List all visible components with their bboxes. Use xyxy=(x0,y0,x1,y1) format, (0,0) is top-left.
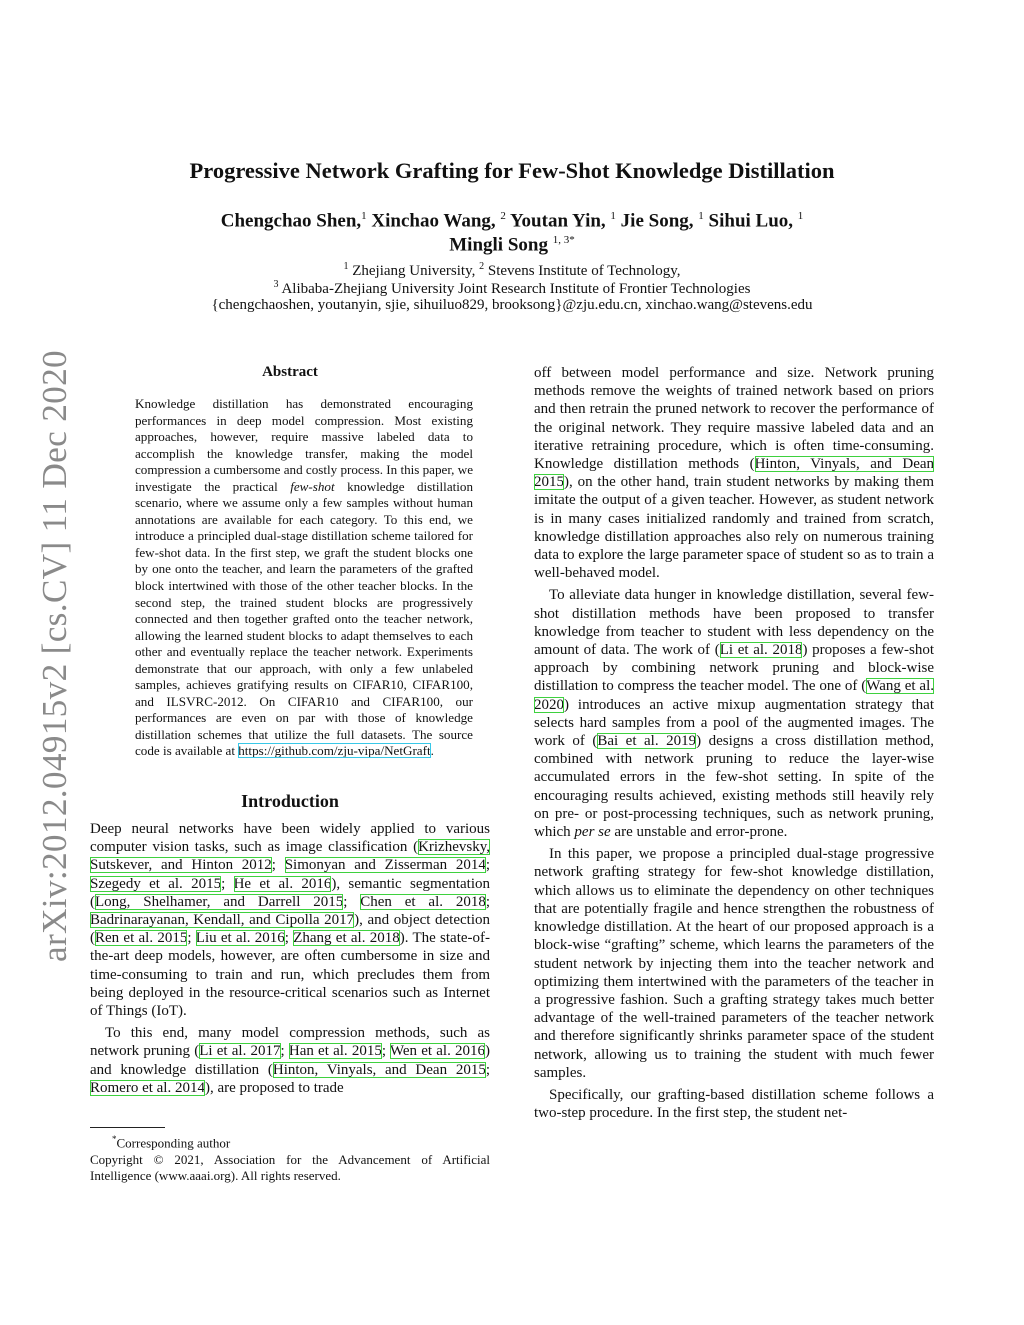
paragraph xyxy=(90,1024,490,1097)
footnote-mark: * xyxy=(112,1134,117,1144)
citation-link[interactable]: Bai et al. 2019 xyxy=(597,733,697,750)
text-emphasis: per se xyxy=(574,824,611,841)
paper-title: Progressive Network Grafting for Few-Shot Knowledge Distillation xyxy=(189,158,835,183)
citation-link[interactable]: Krizhevsky, Sutskever, and Hinton 2012 xyxy=(90,839,490,874)
affiliation: Zhejiang University, xyxy=(352,263,476,279)
text: Deep neural networks have been widely applied to various computer vision tasks, such as image classification ( xyxy=(90,821,490,856)
text: To alleviate data hunger in knowledge distillation, several few-shot distillation methods have been proposed to transfer knowledge from teacher to student with less dependency on the amount of data. The work of ( xyxy=(534,587,934,659)
arxiv-stamp-svg xyxy=(14,350,94,970)
citation-link[interactable]: Hinton, Vinyals, and Dean 2015 xyxy=(272,1061,486,1078)
text: ). The state-of-the-art deep models, however, are often cumbersome in size and time-consuming to train and run, which precludes them from being deployed in the resource-critical scenarios such as Internet of Things (IoT). xyxy=(90,930,490,1020)
text: ; xyxy=(271,857,285,874)
author-name: Chengchao Shen, xyxy=(220,210,362,232)
text: ), and object detection ( xyxy=(90,912,491,947)
text: are unstable and error-prone. xyxy=(610,824,788,841)
paragraph: Specifically, our grafting-based distillation scheme follows a two-step procedure. In the first step, the student net- xyxy=(534,1086,934,1122)
text: ; xyxy=(284,930,294,947)
text: ) and knowledge distillation ( xyxy=(90,1043,491,1078)
abstract-heading: Abstract xyxy=(262,364,318,380)
author-affil-mark: 1 xyxy=(610,210,616,222)
author-name: Jie Song, xyxy=(620,210,694,232)
text: ; xyxy=(381,1043,390,1060)
citation-link[interactable]: Szegedy et al. 2015 xyxy=(90,875,222,892)
copyright-notice: Copyright © 2021, Association for the Advancement of Artificial Intelligence (www.aaai.org). All rights reserved. xyxy=(90,1151,490,1184)
text: ; xyxy=(485,893,490,910)
right-column-body xyxy=(534,364,934,1122)
affil-mark: 2 xyxy=(479,261,485,272)
text: ) introduces an active mixup augmentation strategy that selects hard samples from a pool of the augmented images. The work of ( xyxy=(534,696,934,750)
footnote-rule xyxy=(90,1127,165,1128)
citation-link[interactable]: Han et al. 2015 xyxy=(288,1043,382,1060)
introduction-heading: Introduction xyxy=(241,791,339,811)
text: ), on the other hand, train student networks by making them imitate the output of a given teacher. However, as student network is in many cases initialized randomly and trained from scratch, knowledge distillation approaches also rely on numerous training data to explore the large parameter space of student so as to train a well-behaved model. xyxy=(534,474,934,582)
citation-link[interactable]: Long, Shelhamer, and Darrell 2015 xyxy=(95,893,344,910)
introduction-body xyxy=(90,820,490,1097)
paragraph xyxy=(534,586,934,841)
affiliation-line-2 xyxy=(0,279,1024,298)
author-emails: {chengchaoshen, youtanyin, sjie, sihuiluo829, brooksong}@zju.edu.cn, xinchao.wang@stevens.edu xyxy=(211,297,813,313)
citation-link[interactable]: Liu et al. 2016 xyxy=(195,930,285,947)
citation-link[interactable]: Li et al. 2018 xyxy=(719,642,803,659)
author-affil-mark: 1, 3* xyxy=(552,234,575,246)
paragraph: In this paper, we propose a principled dual-stage progressive network grafting strategy for few-shot knowledge distillation, which allows us to eliminate the dependency on other techniques that are potentially fragile and hence strengthen the robustness of knowledge distillation. At the heart of our proposed approach is a block-wise “grafting” scheme, which learns the parameters of the student network by injecting them into the teacher network and optimizing them intertwined with the parameters of the teacher in a progressive fashion. Such a grafting strategy takes much better advantage of the well-trained parameters of the teacher network and therefore significantly shrinks parameter space of the student network, allowing us to training the student with much fewer samples. xyxy=(534,846,934,1081)
text: ; xyxy=(221,875,234,892)
author-line-2 xyxy=(0,234,1024,256)
abstract-emphasis: few-shot xyxy=(290,478,335,494)
footnote xyxy=(90,1131,490,1185)
paragraph xyxy=(90,820,490,1020)
author-affil-mark: 1 xyxy=(797,210,804,222)
text: ) designs a cross distillation method, combined with network pruning to reduce the layer-wise accumulated errors in the few-shot setting. In spite of the encouraging results achieved, existing methods still heavily rely on pre- or post-processing techniques, such as network pruning, which xyxy=(534,733,934,841)
affiliation: Stevens Institute of Technology, xyxy=(487,263,681,279)
text: To this end, many model compression methods, such as network pruning ( xyxy=(90,1025,490,1060)
text: ; xyxy=(343,893,361,910)
abstract-body xyxy=(135,396,473,760)
affil-mark: 1 xyxy=(343,261,349,272)
author-name: Mingli Song xyxy=(449,234,548,256)
corresponding-author-note xyxy=(90,1131,490,1152)
text: ), semantic segmentation ( xyxy=(90,875,490,910)
text: ; xyxy=(280,1043,289,1060)
author-name: Youtan Yin, xyxy=(509,210,606,232)
text: ), are proposed to trade xyxy=(204,1079,344,1096)
author-line-1 xyxy=(0,210,1024,232)
citation-link[interactable]: Romero et al. 2014 xyxy=(90,1079,205,1096)
text: off between model performance and size. Network pruning methods remove the weights of trained network based on priors and then retrain the pruned network to recover the performance of the original network. They require massive labeled data and an iterative retraining procedure, which is often time-consuming. Knowledge distillation methods ( xyxy=(534,365,934,473)
author-affil-mark: 2 xyxy=(500,210,506,222)
citation-link[interactable]: Badrinarayanan, Kendall, and Cipolla 2017 xyxy=(90,912,355,929)
text: ; xyxy=(187,930,196,947)
arxiv-stamp xyxy=(14,350,94,970)
citation-link[interactable]: Simonyan and Zisserman 2014 xyxy=(284,857,486,874)
affiliation-line-1 xyxy=(0,261,1024,280)
citation-link[interactable]: Hinton, Vinyals, and Dean 2015 xyxy=(534,456,935,491)
paragraph xyxy=(534,364,934,582)
citation-link[interactable]: Li et al. 2017 xyxy=(199,1043,281,1060)
abstract-text: knowledge distillation scenario, where we assume only a few samples without human annotations are available for each category. To this end, we introduce a principled dual-stage distillation scheme tailored for few-shot data. In the first step, we graft the student blocks one by one onto the teacher, and learn the parameters of the grafted block intertwined with those of the other teacher blocks. In the second step, the trained student blocks are progressively connected and then together grafted onto the teacher network, allowing the learned student blocks to adapt themselves to each other and eventually replace the teacher network. Experiments demonstrate that our approach, with only a few unlabeled samples, achieves gratifying results on CIFAR10, CIFAR100, and ILSVRC-2012. On CIFAR10 and CIFAR100, our performances are even on par with those of knowledge distillation schemes that utilize the full datasets. The source code is available at xyxy=(135,478,474,759)
author-name: Sihui Luo, xyxy=(708,210,794,232)
text: ; xyxy=(485,1061,490,1078)
abstract-text: Knowledge distillation has demonstrated encouraging performances in deep model compression. Most existing approaches, however, require massive labeled data to accomplish the knowledge transfer, making the model compression a cumbersome and costly process. In this paper, we investigate the practical xyxy=(135,396,474,494)
affil-mark: 3 xyxy=(273,279,279,290)
arxiv-stamp-text: arXiv:2012.04915v2 [cs.CV] 11 Dec 2020 xyxy=(35,355,74,962)
citation-link[interactable]: Zhang et al. 2018 xyxy=(293,930,400,947)
citation-link[interactable]: He et al. 2016 xyxy=(233,875,332,892)
author-affil-mark: 1 xyxy=(698,210,704,222)
text: ) proposes a few-shot approach by combining network pruning and block-wise distillation to compress the teacher model. The one of ( xyxy=(534,642,935,695)
footnote-text: Corresponding author xyxy=(116,1135,231,1151)
text: ; xyxy=(485,857,490,874)
citation-link[interactable]: Chen et al. 2018 xyxy=(360,893,486,910)
affiliation: Alibaba-Zhejiang University Joint Research Institute of Frontier Technologies xyxy=(281,281,751,297)
citation-link[interactable]: Wen et al. 2016 xyxy=(389,1043,486,1060)
citation-link[interactable]: Wang et al. 2020 xyxy=(534,678,935,713)
source-code-link[interactable]: https://github.com/zju-vipa/NetGraft xyxy=(238,743,431,759)
citation-link[interactable]: Ren et al. 2015 xyxy=(95,930,188,947)
author-name: Xinchao Wang, xyxy=(371,210,496,232)
abstract-text: . xyxy=(430,743,434,759)
author-affil-mark: 1 xyxy=(361,210,367,222)
